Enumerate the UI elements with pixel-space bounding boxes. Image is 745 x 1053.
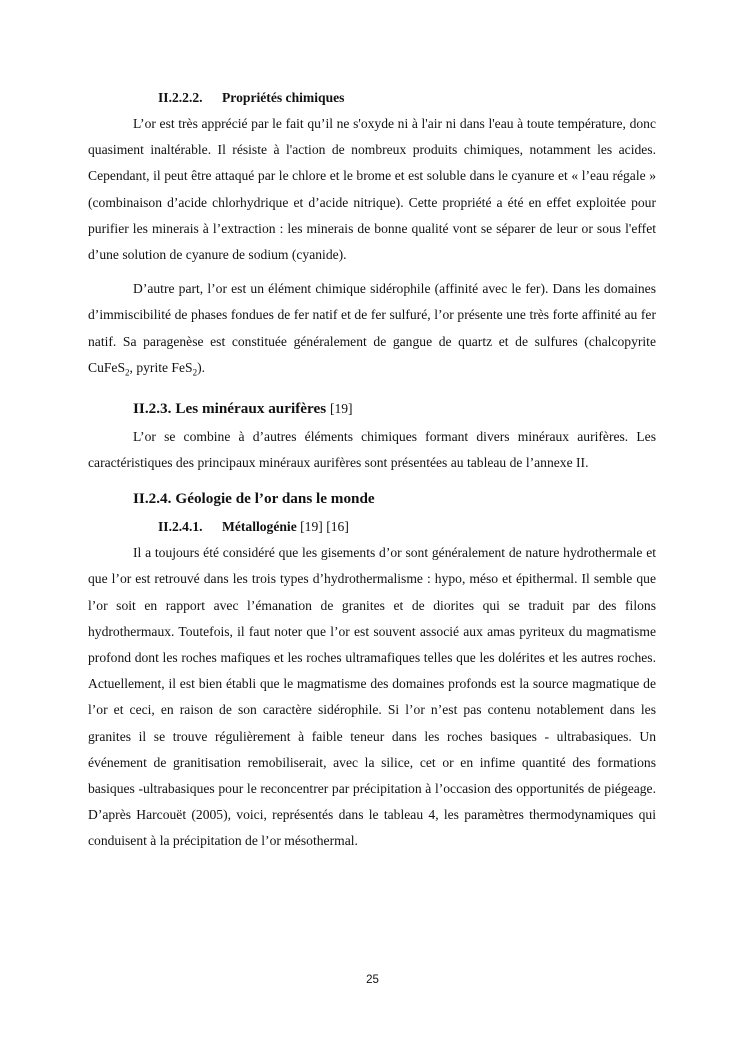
subscript: 2 (125, 367, 130, 378)
heading-title: Métallogénie (222, 519, 297, 535)
paragraph-text: ). (197, 359, 206, 375)
page-content (88, 87, 656, 863)
paragraph-mineraux: L’or se combine à d’autres éléments chimiques formant divers minéraux aurifères. Les caractéristiques des principaux minéraux aurifères sont présentées au tableau de l’annexe II. (88, 428, 656, 470)
paragraph-chemical-properties: L’or est très apprécié par le fait qu’il ne s'oxyde ni à l'air ni dans l'eau à toute température, donc quasiment inaltérable. Il résiste à l'action de nombreux produits chimiques, notamment les acides. Cependant, il peut être attaqué par le chlore et le brome et est soluble dans le cyanure et « l’eau régale » (combinaison d’acide chlorhydrique et d’acide nitrique). Cette propriété a été en effet exploitée pour purifier les minerais à l’extraction : les minerais de bonne qualité vont se séparer de leur or sous l'effet d’une solution de cyanure de sodium (cyanide). (88, 116, 656, 263)
paragraph-metallogenie: Il a toujours été considéré que les gisements d’or sont généralement de nature hydrothermale et que l’or est retrouvé dans les trois types d’hydrothermalisme : hypo, méso et épithermal. Il semble que l’or soit en rapport avec l’émanation de granites et de diorites qui se traduit par des filons hydrothermaux. Toutefois, il faut noter que l’or est souvent associé aux amas pyriteux du magmatisme profond dont les roches mafiques et les roches ultramafiques telles que les dolérites et les autres roches. Actuellement, il est bien établi que le magmatisme des domaines profonds est la source magmatique de l’or et ceci, en raison de son caractère sidérophile. Si l’or n’est pas contenu notablement dans les granites il se trouve régulièrement à faible teneur dans les roches basiques - ultrabasiques. Un événement de granitisation remobiliserait, avec la silice, cet or en infime quantité des formations basiques -ultrabasiques pour le reconcentrer par précipitation à l’occasion des opportunités de piégeage. D’après Harcouët (2005), voici, représentés dans le tableau 4, les paramètres thermodynamiques qui conduisent à la précipitation de l’or mésothermal. (88, 545, 656, 849)
page-number: 25 (366, 974, 379, 986)
paragraph-text: , pyrite FeS (129, 359, 193, 375)
heading-number: II.2.2.2. (158, 90, 203, 105)
heading-title: Les minéraux aurifères (175, 399, 327, 417)
heading-geologie-or (88, 488, 656, 510)
heading-proprietes-chimiques (88, 87, 656, 109)
heading-mineraux-auriferes (88, 398, 656, 420)
heading-reference: [19] (329, 400, 353, 416)
heading-metallogenie (88, 516, 656, 538)
subscript: 2 (192, 367, 198, 378)
heading-title: Propriétés chimiques (222, 90, 345, 105)
heading-reference: [19] [16] (300, 519, 349, 535)
heading-number: II.2.3. (133, 399, 172, 417)
paragraph-siderophile (88, 276, 656, 386)
heading-title: Géologie de l’or dans le monde (175, 490, 375, 508)
heading-number: II.2.4.1. (158, 519, 203, 535)
paragraph-text: D’autre part, l’or est un élément chimique sidérophile (affinité avec le fer). Dans les domaines d’immiscibilité de phases fondues de fer natif et de fer sulfuré, l’or présente une très forte affinité au fer natif. Sa paragenèse est constituée généralement de gangue de quartz et de sulfures (chalcopyrite CuFeS (88, 281, 656, 375)
heading-number: II.2.4. (133, 490, 172, 508)
